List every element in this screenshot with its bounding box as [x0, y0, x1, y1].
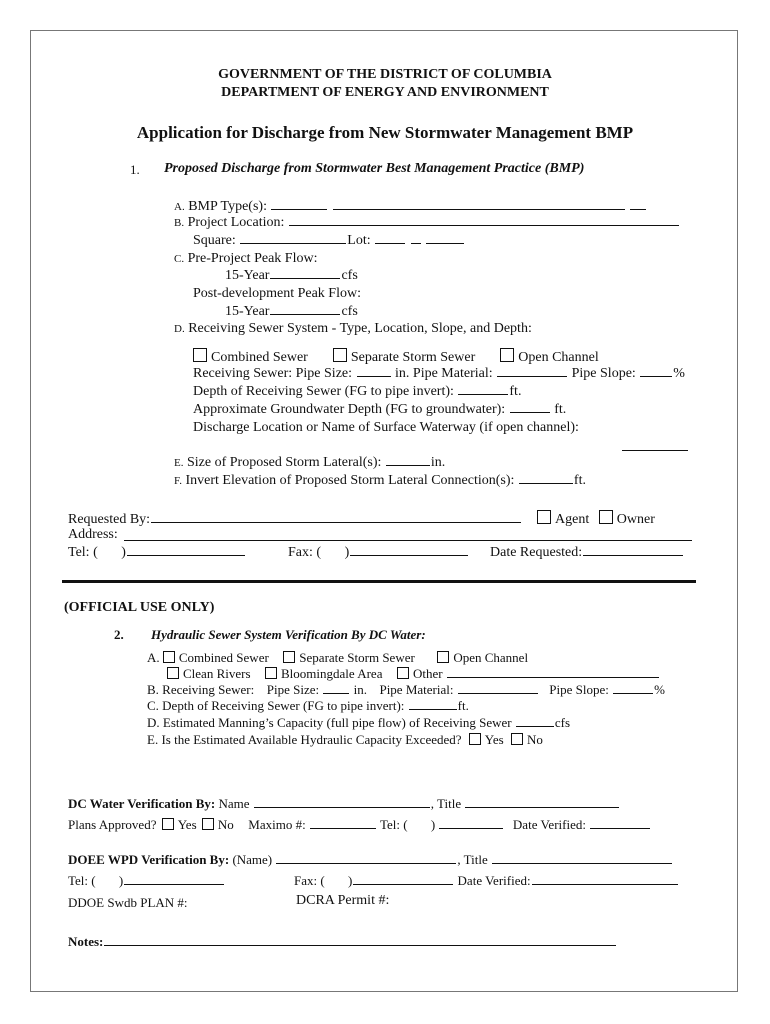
combined-sewer-checkbox[interactable] [193, 348, 207, 362]
agent-checkbox[interactable] [537, 510, 551, 524]
pre-15year-row: 15-Year cfs [225, 268, 358, 283]
receiving-sewer-system-label: D. Receiving Sewer System - Type, Location, Slope, and Depth: [174, 321, 532, 336]
project-location-field[interactable] [289, 224, 679, 226]
dcw-manning-row: D. Estimated Manning’s Capacity (full pipe flow) of Receiving Sewer cfs [147, 715, 571, 730]
requester-fax-field[interactable] [350, 554, 468, 556]
discharge-location-field[interactable] [622, 450, 688, 451]
bmp-type-field-3[interactable] [630, 208, 646, 210]
pre-15year-field[interactable] [270, 277, 340, 279]
doee-date-verified-field[interactable] [532, 883, 678, 885]
invert-elevation-row: F. Invert Elevation of Proposed Storm Lateral Connection(s): ft. [174, 473, 586, 488]
bmp-type-field-2[interactable] [333, 208, 625, 210]
government-heading: GOVERNMENT OF THE DISTRICT OF COLUMBIA [218, 67, 552, 82]
dcw-verifier-title-field[interactable] [465, 806, 619, 808]
post-development-label: Post-development Peak Flow: [193, 286, 361, 301]
pipe-size-field[interactable] [357, 375, 391, 377]
discharge-location-label: Discharge Location or Name of Surface Waterway (if open channel): [193, 420, 579, 435]
dcw-pipe-size-field[interactable] [323, 692, 349, 694]
post-15year-row: 15-Year cfs [225, 304, 358, 319]
pipe-material-field[interactable] [497, 375, 567, 377]
capacity-yes-checkbox[interactable] [469, 733, 481, 745]
lot-field-1[interactable] [375, 242, 405, 244]
bmp-type-row: A. BMP Type(s): [174, 200, 647, 214]
open-channel-checkbox[interactable] [500, 348, 514, 362]
address-label: Address: [68, 527, 118, 542]
dcw-depth-row: C. Depth of Receiving Sewer (FG to pipe invert): ft. [147, 698, 469, 713]
dcw-capacity-row: E. Is the Estimated Available Hydraulic Capacity Exceeded? Yes No [147, 732, 543, 747]
doee-fax-field[interactable] [353, 883, 453, 885]
requested-by-field[interactable] [151, 521, 521, 523]
groundwater-depth-field[interactable] [510, 411, 550, 413]
owner-checkbox[interactable] [599, 510, 613, 524]
doee-tel-field[interactable] [124, 883, 224, 885]
dcw-pipe-slope-field[interactable] [613, 692, 653, 694]
sewer-depth-row: Depth of Receiving Sewer (FG to pipe invert): ft. [193, 384, 522, 399]
requester-tel-row: Tel: ( ) [68, 546, 246, 560]
doee-fax-row: Fax: ( ) Date Verified: [294, 874, 679, 887]
dcw-receiving-sewer-row: B. Receiving Sewer: Pipe Size: in. Pipe Material: Pipe Slope: % [147, 682, 665, 697]
dcw-open-channel-checkbox[interactable] [437, 651, 449, 663]
sewer-type-options: Combined Sewer Separate Storm Sewer Open Channel [193, 348, 599, 365]
dcw-clean-rivers-checkbox[interactable] [167, 667, 179, 679]
capacity-no-checkbox[interactable] [511, 733, 523, 745]
address-field[interactable] [124, 540, 692, 541]
notes-field[interactable] [104, 944, 616, 946]
official-use-label: (OFFICIAL USE ONLY) [64, 600, 215, 615]
bmp-type-field-1[interactable] [271, 208, 327, 210]
dcw-date-verified-field[interactable] [590, 827, 650, 829]
storm-lateral-size-field[interactable] [386, 464, 430, 466]
doee-verification-row: DOEE WPD Verification By: (Name) , Title [68, 853, 673, 866]
requester-tel-field[interactable] [127, 554, 245, 556]
dcw-tel-field[interactable] [439, 827, 503, 829]
dcw-other-field[interactable] [447, 676, 659, 678]
dcw-verifier-name-field[interactable] [254, 806, 430, 808]
ddoe-swdb-plan-label: DDOE Swdb PLAN #: [68, 895, 188, 910]
separate-storm-sewer-checkbox[interactable] [333, 348, 347, 362]
dcra-permit-label: DCRA Permit #: [296, 893, 390, 908]
plans-approved-no-checkbox[interactable] [202, 818, 214, 830]
pre-project-flow-row: C. Pre-Project Peak Flow: [174, 251, 318, 266]
storm-lateral-size-row: E. Size of Proposed Storm Lateral(s): in. [174, 455, 446, 470]
pipe-slope-field[interactable] [640, 375, 672, 377]
dcw-sewer-type-row2: Clean Rivers Bloomingdale Area Other [167, 667, 660, 680]
plans-approved-row: Plans Approved? Yes No Maximo #: Tel: ( ) Date Verified: [68, 818, 651, 831]
date-requested-row: Date Requested: [490, 546, 684, 560]
square-lot-row: Square: Lot: [193, 234, 465, 248]
post-15year-field[interactable] [270, 313, 340, 315]
section2-number: 2. [114, 627, 124, 642]
project-location-row: B. Project Location: [174, 216, 680, 230]
invert-elevation-field[interactable] [519, 482, 573, 484]
section2-heading: Hydraulic Sewer System Verification By DC Water: [151, 627, 426, 642]
dcw-sewer-type-row1: A. Combined Sewer Separate Storm Sewer Open Channel [147, 650, 529, 665]
dcw-bloomingdale-checkbox[interactable] [265, 667, 277, 679]
doee-verifier-title-field[interactable] [492, 862, 672, 864]
dcw-other-checkbox[interactable] [397, 667, 409, 679]
maximo-field[interactable] [310, 827, 376, 829]
department-heading: DEPARTMENT OF ENERGY AND ENVIRONMENT [221, 85, 549, 100]
plans-approved-yes-checkbox[interactable] [162, 818, 174, 830]
doee-tel-row: Tel: ( ) [68, 874, 225, 887]
square-field[interactable] [240, 242, 346, 244]
requester-fax-row: Fax: ( ) [288, 546, 469, 560]
section1-heading: Proposed Discharge from Stormwater Best Management Practice (BMP) [164, 161, 585, 176]
dc-water-verification-row: DC Water Verification By: Name , Title [68, 797, 620, 810]
date-requested-field[interactable] [583, 554, 683, 556]
receiving-sewer-row: Receiving Sewer: Pipe Size: in. Pipe Material: Pipe Slope: % [193, 366, 685, 381]
form-title: Application for Discharge from New Stormwater Management BMP [136, 123, 634, 142]
lot-field-3[interactable] [426, 242, 464, 244]
dcw-combined-sewer-checkbox[interactable] [163, 651, 175, 663]
dcw-separate-storm-sewer-checkbox[interactable] [283, 651, 295, 663]
lot-field-2[interactable] [411, 242, 421, 244]
doee-verifier-name-field[interactable] [276, 862, 456, 864]
dcw-depth-field[interactable] [409, 708, 457, 710]
notes-row: Notes: [68, 935, 617, 948]
groundwater-depth-row: Approximate Groundwater Depth (FG to groundwater): ft. [193, 402, 567, 417]
dcw-pipe-material-field[interactable] [458, 692, 538, 694]
section1-number: 1. [130, 162, 140, 177]
requested-by-row: Requested By: Agent Owner [68, 512, 655, 527]
dcw-manning-field[interactable] [516, 725, 554, 727]
sewer-depth-field[interactable] [458, 393, 508, 395]
section-divider [62, 580, 696, 583]
